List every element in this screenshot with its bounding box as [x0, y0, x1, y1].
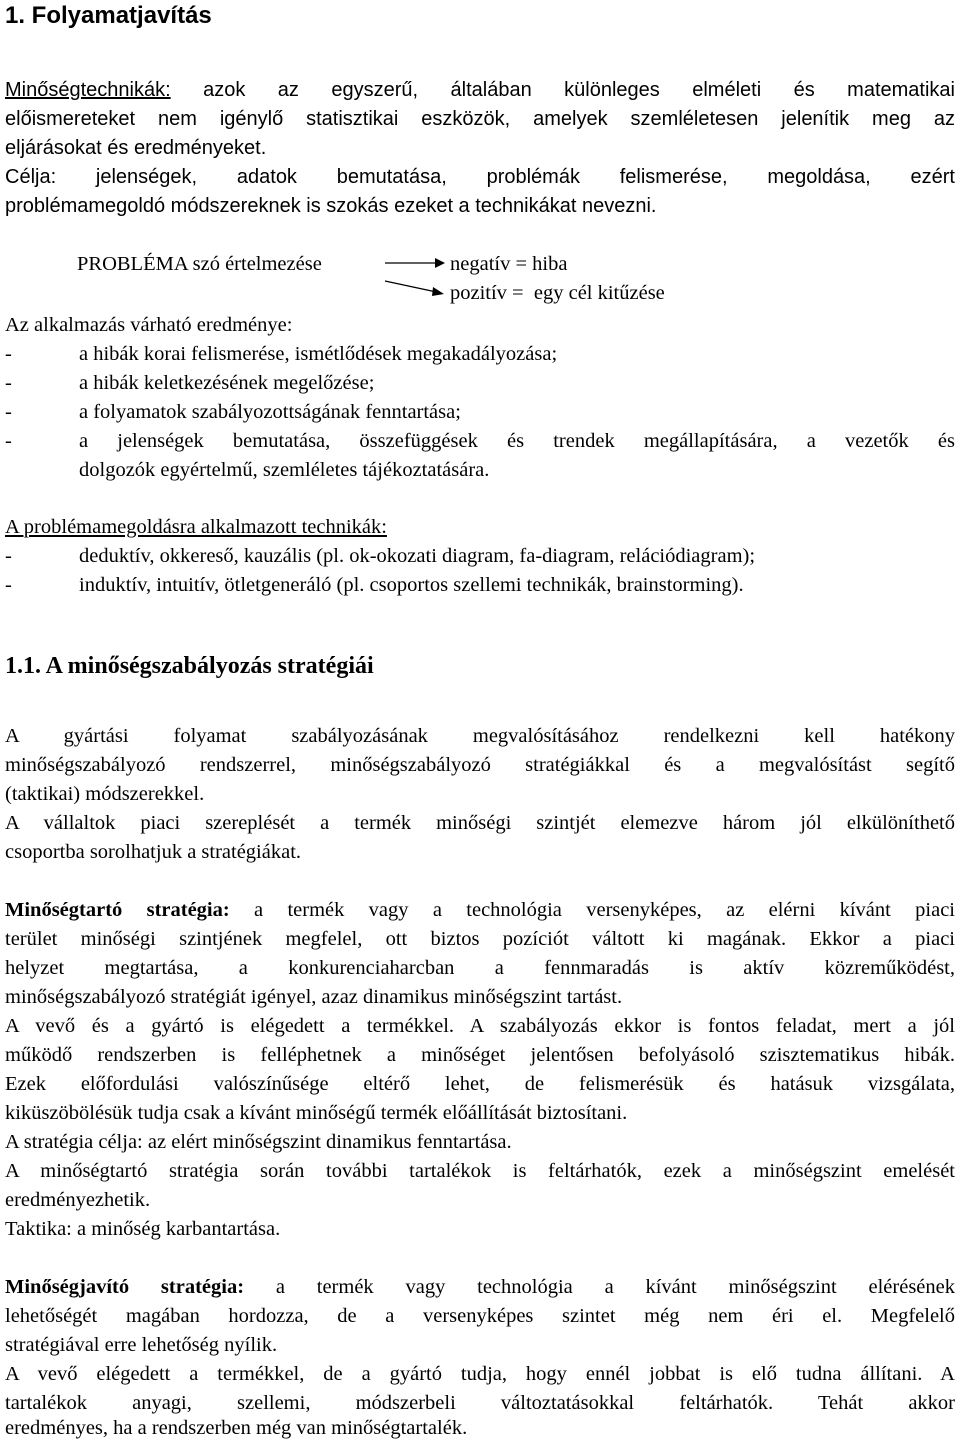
improving-line-5: tartalékok anyagi, szellemi, módszerbeli változtatásokkal feltárhatók. Tehát akkor	[5, 1392, 955, 1414]
maintaining-title: Minőségtartó stratégia:	[5, 899, 230, 921]
maintaining-line-9: A stratégia célja: az elért minőségszint dinamikus fenntartása.	[5, 1131, 512, 1153]
techniques-heading	[5, 513, 955, 542]
maintaining-line-12: Taktika: a minőség karbantartása.	[5, 1218, 281, 1240]
results-item-4-text: a jelenségek bemutatása, összefüggések és trendek megállapítására, a vezetők és	[79, 430, 955, 452]
improving-line-1-text: a termék vagy technológia a kívánt minőségszint elérésének	[275, 1276, 955, 1298]
improving-line-3: stratégiával erre lehetőség nyílik.	[5, 1334, 278, 1356]
strategies-line-2: minőségszabályozó rendszerrel, minőségszabályozó stratégiákkal és a megvalósítást segítő	[5, 754, 955, 776]
bullet-dash: -	[5, 430, 12, 452]
term-minosegtechnikak: Minőségtechnikák:	[5, 79, 171, 101]
maintaining-line-6: működő rendszerben is felléphetnek a minőséget jelentősen befolyásoló szisztematikus hibák.	[5, 1044, 955, 1066]
maintaining-line-1-text: a termék vagy a technológia versenyképes, az elérni kívánt piaci	[254, 899, 955, 921]
results-item-1-text: a hibák korai felismerése, ismétlődések megakadályozása;	[79, 343, 558, 365]
maintaining-line-3: helyzet megtartása, a konkurenciaharcban a fennmaradás is aktív közreműködést,	[5, 957, 955, 979]
intro-line-1-text: azok az egyszerű, általában különleges elméleti és matematikai	[203, 79, 955, 101]
improving-line-1	[5, 1273, 955, 1302]
results-item-3-text: a folyamatok szabályozottságának fenntartása;	[79, 401, 461, 423]
techniques-heading-text: A problémamegoldásra alkalmazott technikák:	[5, 516, 387, 538]
problem-label: PROBLÉMA szó értelmezése	[77, 253, 322, 275]
results-item-2-text: a hibák keletkezésének megelőzése;	[79, 372, 375, 394]
arrowhead-negative	[435, 258, 445, 268]
arrowhead-positive	[432, 287, 444, 296]
maintaining-line-8: kiküszöbölésük tudja csak a kívánt minőségű termék előállítását biztosítani.	[5, 1102, 628, 1124]
techniques-item-1-text: deduktív, okkereső, kauzális (pl. ok-okozati diagram, fa-diagram, relációdiagram);	[79, 545, 756, 567]
improving-title: Minőségjavító stratégia:	[5, 1276, 245, 1298]
maintaining-line-7: Ezek előfordulási valószínűsége eltérő lehet, de felismerésük és hatásuk vizsgálata,	[5, 1073, 955, 1095]
maintaining-line-2: terület minőségi szintjének megfelel, ott biztos pozíciót váltott ki magának. Ekkor a piaci	[5, 928, 955, 950]
intro-line-4: Célja: jelenségek, adatok bemutatása, problémák felismerése, megoldása, ezért	[5, 166, 955, 188]
results-item-4-cont-text: dolgozók egyértelmű, szemléletes tájékoztatására.	[79, 459, 490, 481]
maintaining-line-11: eredményezhetik.	[5, 1189, 151, 1211]
problem-arrows	[383, 250, 453, 300]
strategies-line-5: csoportba sorolhatjuk a stratégiákat.	[5, 841, 302, 863]
results-heading: Az alkalmazás várható eredménye:	[5, 314, 293, 336]
bullet-dash: -	[5, 401, 12, 423]
improving-line-4: A vevő elégedett a termékkel, de a gyártó tudja, hogy ennél jobbat is elő tudna állítani. A	[5, 1363, 955, 1385]
bullet-dash: -	[5, 343, 12, 365]
improving-line-2: lehetőségét magában hordozza, de a versenyképes szintet még nem éri el. Megfelelő	[5, 1305, 955, 1327]
maintaining-line-4: minőségszabályozó stratégiát igényel, azaz dinamikus minőségszint tartást.	[5, 986, 623, 1008]
problem-positive: pozitív = egy cél kitűzése	[450, 282, 665, 304]
bullet-dash: -	[5, 545, 12, 567]
bullet-dash: -	[5, 372, 12, 394]
techniques-item-2-text: induktív, intuitív, ötletgeneráló (pl. csoportos szellemi technikák, brainstorming).	[79, 574, 744, 596]
intro-line-1	[5, 76, 955, 105]
section-heading: 1. Folyamatjavítás	[5, 2, 212, 29]
bullet-dash: -	[5, 574, 12, 596]
strategies-line-3: (taktikai) módszerekkel.	[5, 783, 205, 805]
subsection-heading: 1.1. A minőségszabályozás stratégiái	[5, 653, 374, 679]
maintaining-line-10: A minőségtartó stratégia során további tartalékok is feltárhatók, ezek a minőségszint emelését	[5, 1160, 955, 1182]
problem-negative: negatív = hiba	[450, 253, 568, 275]
improving-line-6: eredményes, ha a rendszerben még van minőségtartalék.	[5, 1417, 468, 1439]
intro-line-5: problémamegoldó módszereknek is szokás ezeket a technikákat nevezni.	[5, 195, 657, 217]
intro-line-2: előismereteket nem igénylő statisztikai eszközök, amelyek szemléletesen jelenítik meg az	[5, 108, 955, 130]
intro-line-3: eljárásokat és eredményeket.	[5, 137, 267, 159]
maintaining-line-5: A vevő és a gyártó is elégedett a termékkel. A szabályozás ekkor is fontos feladat, mert a jól	[5, 1015, 955, 1037]
strategies-line-4: A vállaltok piaci szereplését a termék minőségi szintjét elemezve három jól elkülöníthető	[5, 812, 955, 834]
maintaining-line-1	[5, 896, 955, 925]
strategies-line-1: A gyártási folyamat szabályozásának megvalósításához rendelkezni kell hatékony	[5, 725, 955, 747]
